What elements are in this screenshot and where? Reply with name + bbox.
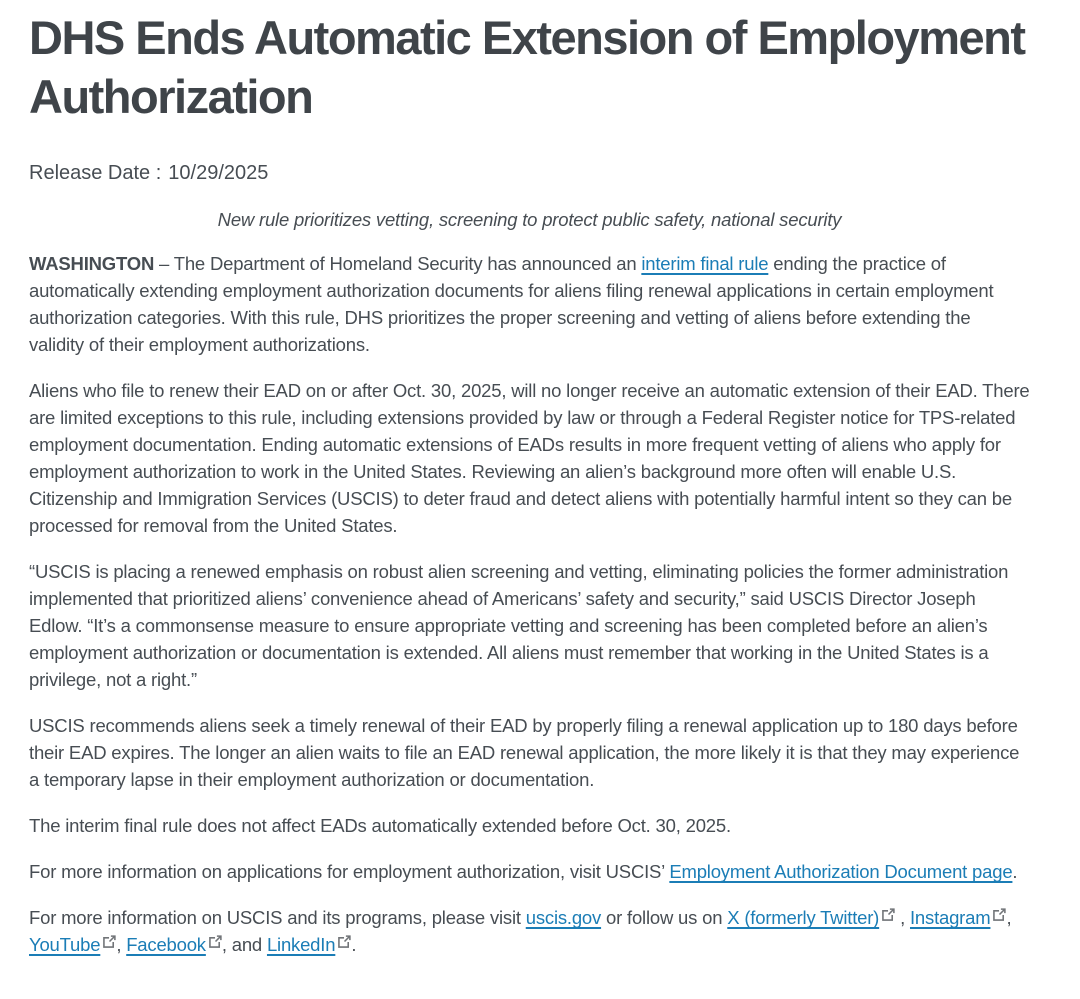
paragraph-lead-in: WASHINGTON — [29, 253, 155, 275]
link-linkedin[interactable]: LinkedIn — [266, 934, 336, 956]
link-interim-final-rule[interactable]: interim final rule — [641, 253, 769, 275]
external-link-icon — [882, 908, 895, 921]
paragraph-not-affected: The interim final rule does not affect EADs automatically extended before Oct. 30, 2025. — [29, 815, 731, 837]
external-link-icon — [209, 935, 222, 948]
external-link-icon — [338, 935, 351, 948]
external-link-icon — [993, 908, 1006, 921]
release-date-value: 10/29/2025 — [168, 162, 269, 185]
link-youtube[interactable]: YouTube — [29, 934, 101, 956]
link-uscis-gov[interactable]: uscis.gov — [525, 907, 602, 929]
paragraph-director-quote: “USCIS is placing a renewed emphasis on robust alien screening and vetting, eliminating policies the former administration implemented that prioritized aliens’ convenience ahead of Americans’ safety and security,” said USCIS Director Joseph Edlow. “It’s a commonsense measure to ensure appropriate vetting and screening has been completed before an alien’s employment authorization or documentation is extended. All aliens must remember that working in the United States is a privilege, not a right.” — [29, 561, 1009, 691]
paragraph-washington: WASHINGTON – The Department of Homeland Security has announced an interim final rule ending the practice of automatically extending employment authorization documents for aliens filing renewal applications in certain employment authorization categories. With this rule, DHS prioritizes the proper screening and vetting of aliens before extending the validity of their employment authorizations. — [29, 253, 994, 356]
paragraph-more-info-ead: For more information on applications for employment authorization, visit USCIS’ Employment Authorization Document page. — [29, 861, 1018, 883]
release-date-label: Release Date : — [29, 162, 162, 185]
link-facebook[interactable]: Facebook — [126, 934, 206, 956]
page-title: DHS Ends Automatic Extension of Employment Authorization — [29, 11, 1025, 124]
external-link-icon — [103, 935, 116, 948]
paragraph-timely-renewal: USCIS recommends aliens seek a timely renewal of their EAD by properly filing a renewal application up to 180 days before their EAD expires. The longer an alien waits to file an EAD renewal application, the more likely it is that they may experience a temporary lapse in their employment authorization or documentation. — [29, 715, 1020, 791]
link-instagram[interactable]: Instagram — [909, 907, 991, 929]
release-date — [29, 162, 1030, 185]
link-x-formerly-twitter[interactable]: X (formerly Twitter) — [727, 907, 880, 929]
paragraph-ead-renewal: Aliens who file to renew their EAD on or after Oct. 30, 2025, will no longer receive an automatic extension of their EAD. There are limited exceptions to this rule, including extensions provided by law or through a Federal Register notice for TPS-related employment documentation. Ending automatic extensions of EADs results in more frequent vetting of aliens who apply for employment authorization to work in the United States. Reviewing an alien’s background more often will enable U.S. Citizenship and Immigration Services (USCIS) to deter fraud and detect aliens with potentially harmful intent so they can be processed for removal from the United States. — [29, 380, 1030, 537]
article-subtitle: New rule prioritizes vetting, screening to protect public safety, national security — [217, 209, 842, 231]
link-employment-authorization-document-page[interactable]: Employment Authorization Document page — [669, 861, 1013, 883]
paragraph-more-info-uscis: For more information on USCIS and its programs, please visit uscis.gov or follow us on X (formerly Twitter) , Instagram , YouTube , Facebook , and LinkedIn . — [29, 907, 1012, 956]
